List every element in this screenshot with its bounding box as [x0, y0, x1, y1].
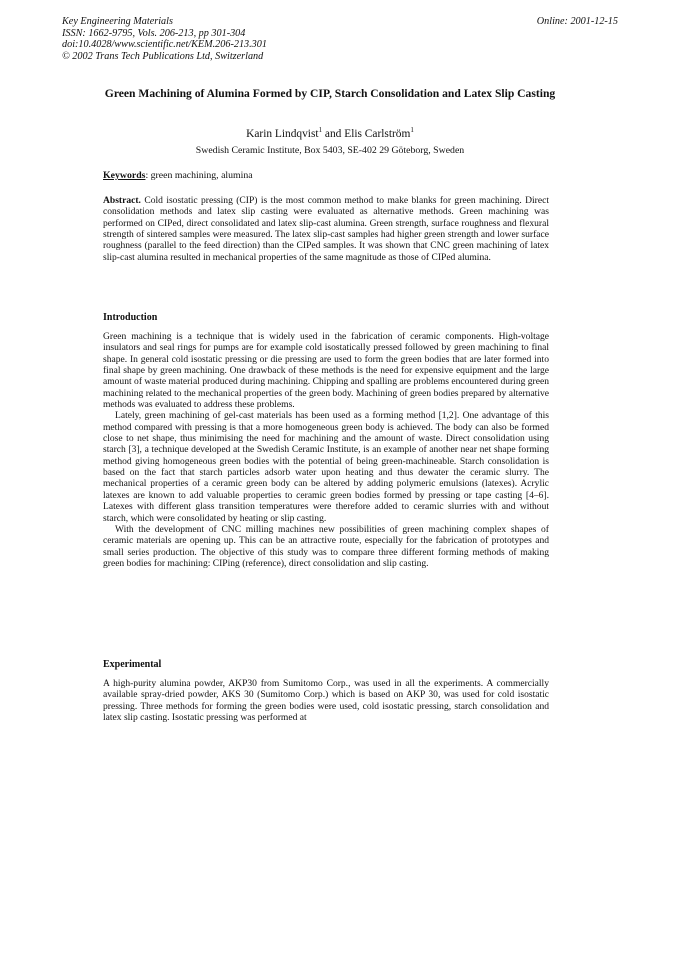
- online-date: Online: 2001-12-15: [536, 16, 618, 27]
- abstract-label: Abstract.: [103, 195, 141, 206]
- keywords-value: : green machining, alumina: [145, 170, 253, 181]
- affiliation-mark: 1: [410, 126, 414, 135]
- paragraph: Lately, green machining of gel-cast materials has been used as a forming method [1,2]. One advantage of this method compared with pressing is that a more homogeneous green body is achieved. The body can also be formed close to net shape, thus minimising the need for machining and the amount of waste. Direct consolidation using starch [3], a technique developed at the Swedish Ceramic Institute, is an example of another near net shape forming method giving homogeneous green bodies with the potential of being green-machineable. Starch consolidation is based on the fact that starch particles adsorb water upon heating and thus dewater the ceramic slurry. The mechanical properties of a ceramic green body can be altered by adding polymeric emulsions (latexes). Acrylic latexes are known to add valuable properties to ceramic green bodies formed by pressing or tape casting [4–6]. Latexes with different glass transition temperatures were therefore added to ceramic slurries with and without starch, which were consolidated by heating or slip casting.: [103, 410, 549, 524]
- page-header: [62, 16, 618, 62]
- paragraph: With the development of CNC milling machines new possibilities of green machining complex shapes of ceramic materials are opening up. This can be an attractive route, especially for the fabrication of prototypes and small series production. The objective of this study was to compare three different forming methods of making green bodies for machining: CIPing (reference), direct consolidation and slip casting.: [103, 523, 549, 569]
- paragraph: Green machining is a technique that is widely used in the fabrication of ceramic components. High-voltage insulators and seal rings for pumps are for example cold isostatically pressed followed by green machining to final shape. In general cold isostatic pressing or die pressing are used to form the green bodies that are later formed into final shape by green machining. One drawback of these methods is the need for expensive equipment and the large amount of waste material produced during machining. Chipping and spalling are problems encountered during green machining related to the mechanical properties of the green body. Machining of green bodies prepared by alternative methods was evaluated to address these problems.: [103, 331, 549, 411]
- affiliation-mark: 1: [318, 126, 323, 135]
- author-line: [100, 128, 560, 140]
- author-name: Elis Carlström: [344, 128, 411, 140]
- section-heading-introduction: Introduction: [103, 312, 158, 323]
- affiliation: Swedish Ceramic Institute, Box 5403, SE-402 29 Göteborg, Sweden: [195, 145, 465, 156]
- journal-name: Key Engineering Materials: [62, 16, 173, 27]
- paper-title: Green Machining of Alumina Formed by CIP, Starch Consolidation and Latex Slip Casting: [104, 87, 556, 100]
- abstract-text: Cold isostatic pressing (CIP) is the most common method to make blanks for green machining. Direct consolidation methods and latex slip casting were evaluated as alternative methods. Green machining was performed on CIPed, direct consolidated and latex slip-cast alumina. Green strength, surface roughness and flexural strength of sintered samples were measured. The latex slip-cast samples had higher green strength and lower surface roughness (parallel to the feed direction) than the CIPed samples. It was shown that CNC green machining of latex slip-cast alumina resulted in mechanical properties of the same magnitude as those of CIPed alumina.: [103, 195, 549, 263]
- experimental-section: [103, 678, 549, 723]
- keywords-label: Keywords: [103, 170, 146, 181]
- section-heading-experimental: Experimental: [103, 659, 162, 670]
- doi-line[interactable]: doi:10.4028/www.scientific.net/KEM.206-213.301: [62, 39, 267, 51]
- copyright-line: © 2002 Trans Tech Publications Ltd, Switzerland: [62, 50, 264, 62]
- abstract: [103, 195, 549, 263]
- author-separator: and: [322, 128, 345, 140]
- paragraph: A high-purity alumina powder, AKP30 from Sumitomo Corp., was used in all the experiments. A commercially available spray-dried powder, AKS 30 (Sumitomo Corp.) which is based on AKP 30, was used for cold isostatic pressing. Three methods for forming the green bodies were used, cold isostatic pressing, starch consolidation and latex slip casting. Isostatic pressing was performed at: [103, 678, 549, 724]
- author-name: Karin Lindqvist: [246, 128, 319, 140]
- introduction-section: [103, 331, 549, 569]
- issn-line: ISSN: 1662-9795, Vols. 206-213, pp 301-304: [62, 27, 246, 39]
- keywords: [103, 170, 553, 181]
